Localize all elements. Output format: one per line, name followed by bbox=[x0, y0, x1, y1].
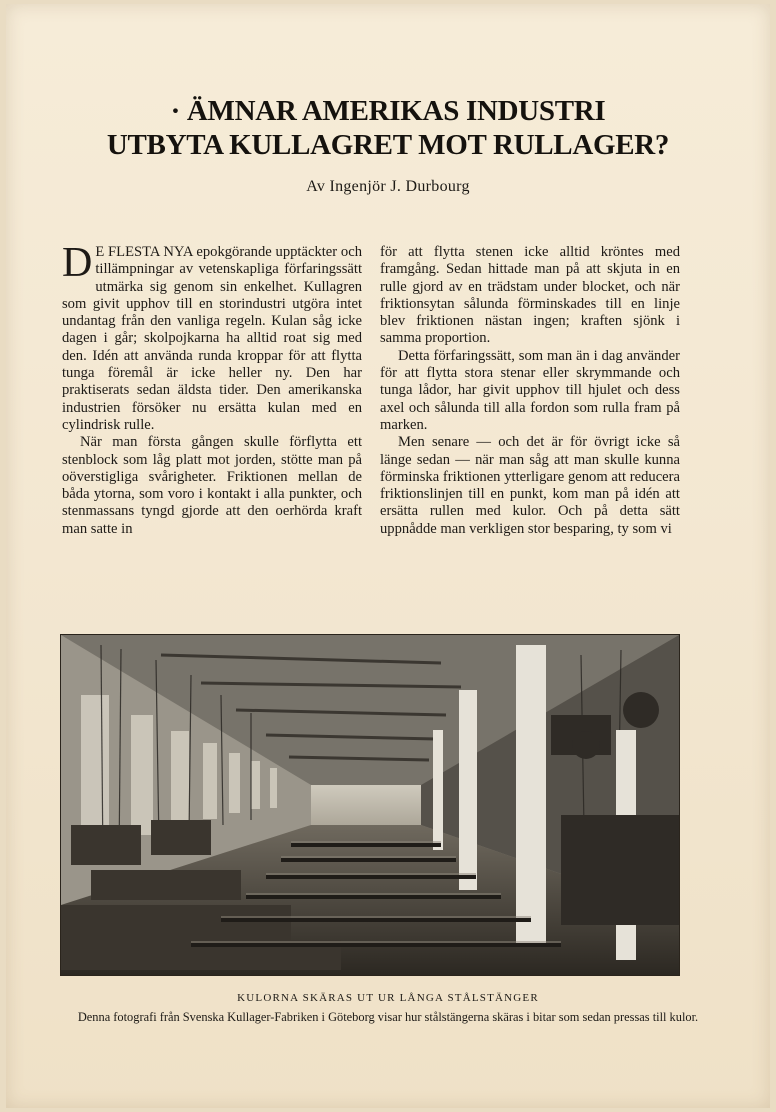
article-title-line-2: UTBYTA KULLAGRET MOT RULLAGER? bbox=[106, 129, 670, 161]
article-title bbox=[6, 94, 770, 162]
caption-title: KULORNA SKÄRAS UT UR LÅNGA STÅLSTÄNGER bbox=[237, 992, 539, 1004]
article-byline: Av Ingenjör J. Durbourg bbox=[306, 178, 470, 195]
paragraph-1-text: E FLESTA NYA epokgörande upptäckter och tillämpningar av vetenskapliga förfaringssätt utmärka sig genom sin enkelhet. Kullagren som givit upphov till en storindustri utgöra intet undantag från den vanliga regeln. Kulan såg icke dagen i går; skolpojkarna ha alltid roat sig med den. Idén att använda runda kroppar för att flytta tunga föremål är icke heller ny. Den har praktiserats sedan äldsta tider. Den amerikanska industrien försöker nu ersätta kulan med en cylindrisk rulle. bbox=[62, 244, 362, 433]
article-title-line-1: · ÄMNAR AMERIKAS INDUSTRI bbox=[170, 95, 606, 127]
article-body bbox=[62, 240, 680, 614]
factory-photo bbox=[60, 634, 680, 976]
paragraph-3: för att flytta stenen icke alltid kröntes med framgång. Sedan hittade man på att skjuta in en rulle gjord av en trädstam under blocket, och när friktionsytan sålunda förminskades till en linje blev friktionen nästan ingen; kraften sjönk i samma proportion. bbox=[380, 244, 680, 347]
paragraph-4: Detta förfaringssätt, som man än i dag använder för att flytta stora stenar eller skrymmande och tunga lådor, har givit upphov till hjulet och dess axel och sålunda till alla fordon som rulla fram på marken. bbox=[380, 347, 680, 433]
figure-caption bbox=[46, 992, 730, 1025]
drop-cap: D bbox=[62, 240, 93, 286]
caption-text: Denna fotografi från Svenska Kullager-Fabriken i Göteborg visar hur stålstängerna skäras i bitar som sedan pressas till kulor. bbox=[77, 1010, 699, 1024]
article-header bbox=[6, 94, 770, 196]
magazine-page bbox=[6, 4, 770, 1108]
factory-hall-illustration bbox=[61, 635, 679, 975]
paragraph-5: Men senare — och det är för övrigt icke så länge sedan — när man såg att man skulle kunna förminska friktionen ytterligare genom att reducera friktionslinjen till en punkt, kom man på idén att ersätta rullen med kulor. Och på detta sätt uppnådde man verkligen stor besparing, ty som vi bbox=[380, 434, 680, 537]
left-column bbox=[62, 240, 362, 614]
paragraph-2: När man första gången skulle förflytta ett stenblock som låg platt mot jorden, stötte man på oöverstigliga svårigheter. Friktionen mellan de båda ytorna, som voro i kontakt i alla punkter, och stenmassans tyngd gjorde att den oerhörda kraft man satte in bbox=[62, 434, 362, 537]
right-column bbox=[380, 244, 680, 614]
paragraph-1 bbox=[62, 240, 362, 434]
